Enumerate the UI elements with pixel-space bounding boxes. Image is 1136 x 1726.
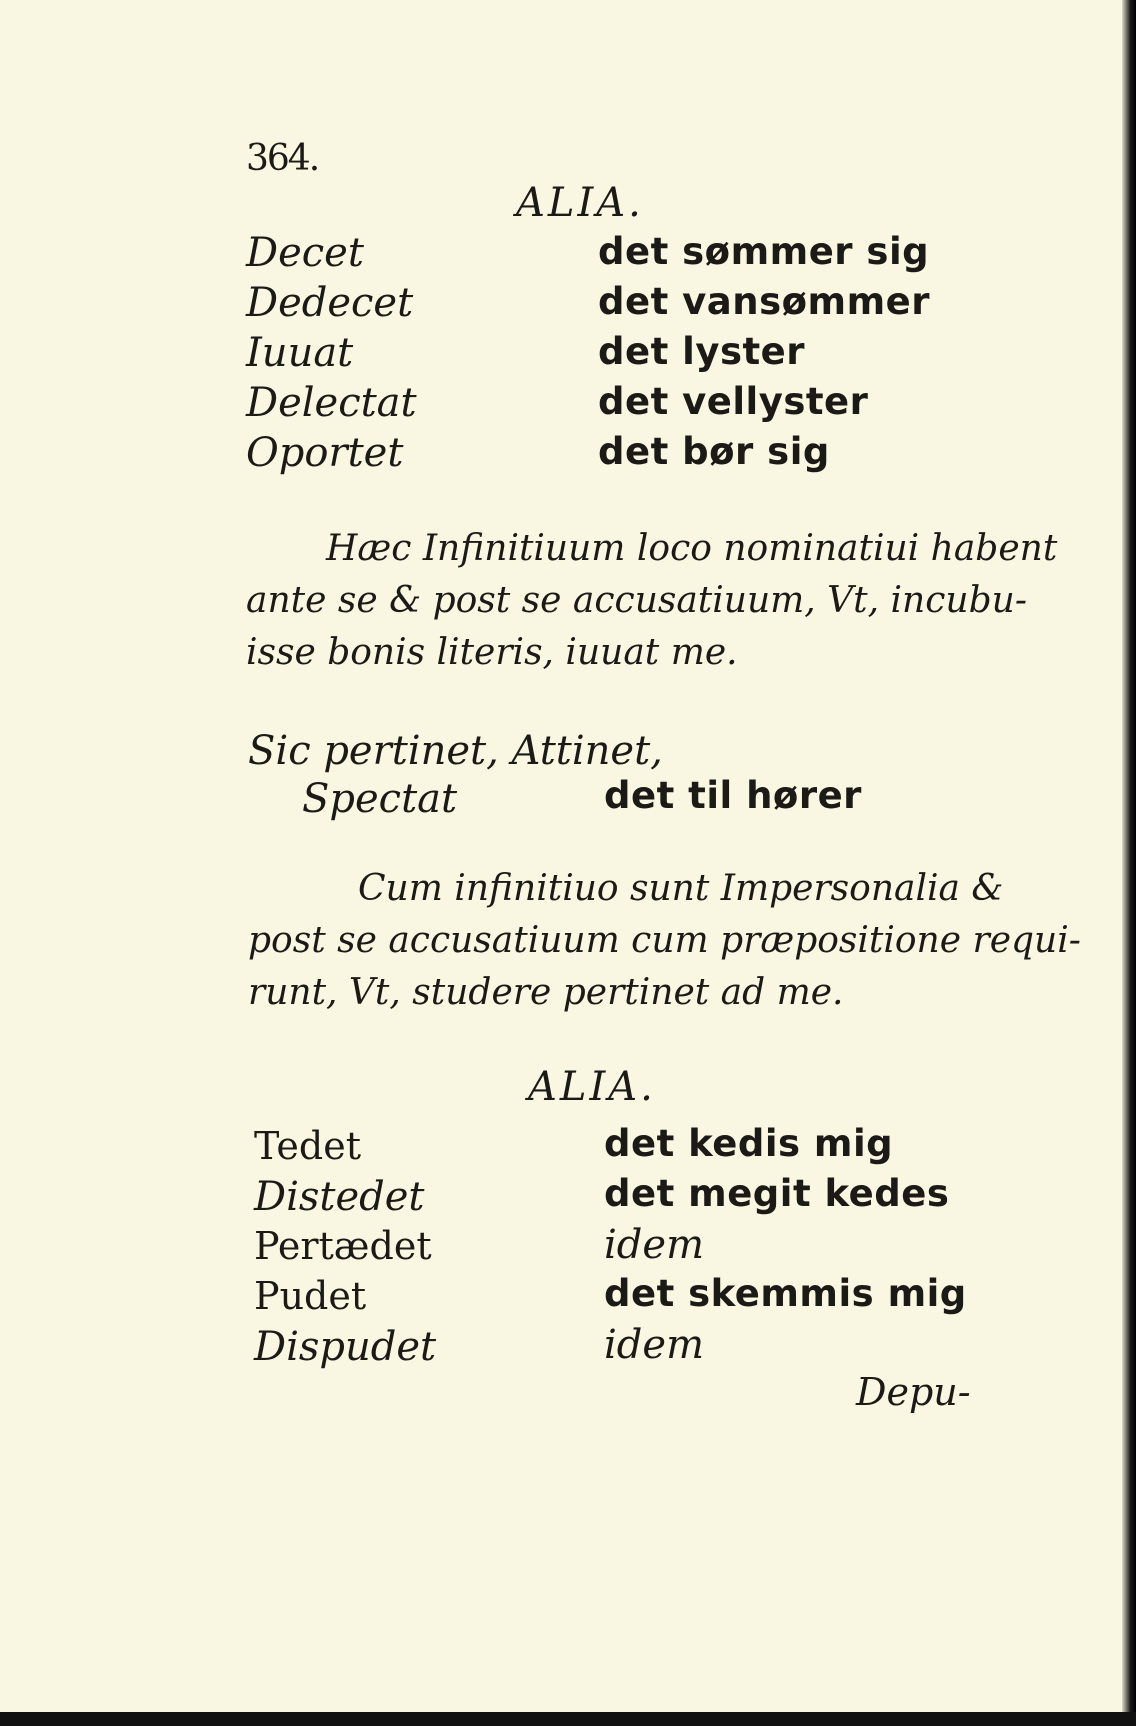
scan-edge-right: [1122, 0, 1136, 1726]
latin-word: Pertædet: [254, 1224, 432, 1268]
latin-word: Decet: [246, 230, 364, 276]
latin-word: Dispudet: [254, 1324, 437, 1370]
catchword: Depu-: [856, 1370, 971, 1414]
paragraph-line: post se accusatiuum cum præpositione requi-: [248, 920, 1081, 961]
sic-line: Sic pertinet, Attinet,: [248, 728, 663, 774]
scan-edge-bottom: [0, 1712, 1136, 1726]
danish-gloss: idem: [604, 1322, 704, 1368]
paragraph-line: runt, Vt, studere pertinet ad me.: [248, 972, 844, 1013]
latin-word: Spectat: [302, 776, 458, 822]
danish-gloss: det lyster: [598, 330, 806, 373]
paragraph-line: Cum infinitiuo sunt Impersonalia &: [358, 868, 1004, 909]
danish-gloss: idem: [604, 1222, 704, 1268]
latin-word: Tedet: [254, 1124, 361, 1168]
latin-word: Dedecet: [246, 280, 414, 326]
latin-word: Pudet: [254, 1274, 367, 1318]
danish-gloss: det vansømmer: [598, 280, 930, 323]
paragraph-line: ante se & post se accusatiuum, Vt, incubu-: [246, 580, 1027, 621]
paragraph-line: Hæc Infinitiuum loco nominatiui habent: [326, 528, 1058, 569]
danish-gloss: det kedis mig: [604, 1122, 894, 1165]
latin-word: Oportet: [246, 430, 404, 476]
paragraph-line: isse bonis literis, iuuat me.: [246, 632, 738, 673]
danish-gloss: det bør sig: [598, 430, 830, 473]
latin-word: Delectat: [246, 380, 417, 426]
section-heading: ALIA.: [528, 1064, 656, 1110]
danish-gloss: det til hører: [604, 774, 862, 817]
section-heading: ALIA.: [516, 180, 644, 226]
danish-gloss: det vellyster: [598, 380, 869, 423]
danish-gloss: det megit kedes: [604, 1172, 950, 1215]
latin-word: Iuuat: [246, 330, 354, 376]
danish-gloss: det skemmis mig: [604, 1272, 967, 1315]
latin-word: Distedet: [254, 1174, 425, 1220]
page-number: 364.: [246, 138, 319, 179]
danish-gloss: det sømmer sig: [598, 230, 930, 273]
